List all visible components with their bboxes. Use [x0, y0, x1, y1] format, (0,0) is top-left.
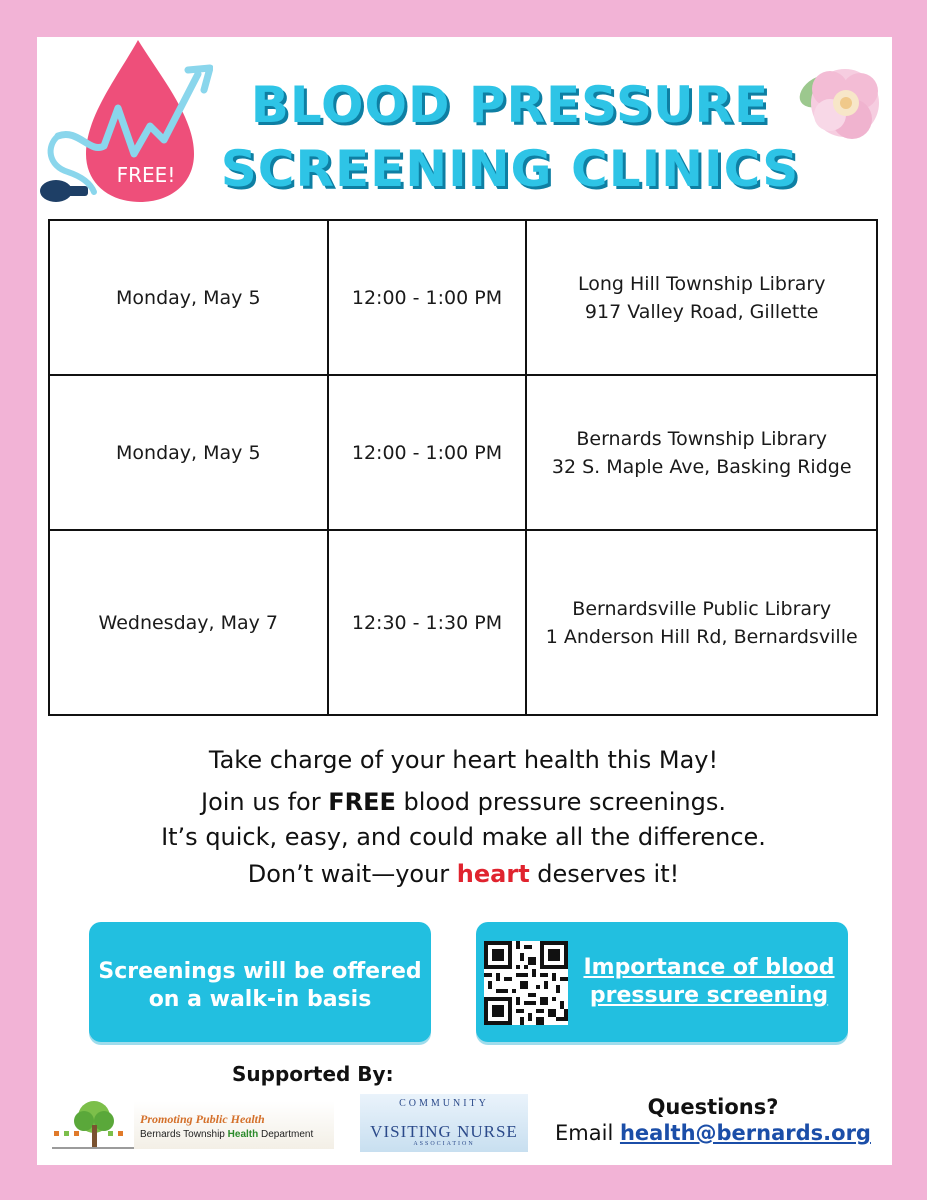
walk-in-banner: [89, 922, 431, 1042]
title-line-2: SCREENING CLINICS: [220, 140, 800, 198]
importance-link[interactable]: [574, 954, 844, 1010]
table-row: [49, 530, 877, 715]
message-line-3: It’s quick, easy, and could make all the difference.: [161, 823, 766, 851]
importance-link-line-1[interactable]: Importance of blood: [583, 955, 835, 980]
title-line-1: BLOOD PRESSURE: [250, 76, 770, 134]
logo-text: Department: [258, 1129, 314, 1140]
supported-by-label: Supported By:: [232, 1062, 394, 1086]
location-cell: [526, 220, 877, 375]
time-cell: 12:00 - 1:00 PM: [328, 220, 527, 375]
message-line-2: [60, 788, 867, 816]
contact-block: [548, 1094, 878, 1146]
walk-in-line-1: Screenings will be offered: [98, 959, 422, 984]
questions-heading: Questions?: [647, 1095, 779, 1119]
message-text: blood pressure screenings.: [395, 788, 726, 816]
blood-drop-icon: [38, 36, 213, 206]
qr-code-icon[interactable]: [484, 941, 568, 1025]
walk-in-text: [89, 958, 431, 1014]
email-line: [548, 1120, 878, 1146]
message-text: Join us for: [200, 788, 329, 816]
logo-text: Bernards Township: [140, 1129, 228, 1140]
logo-visiting-nurse-text: VISITING NURSE: [370, 1122, 518, 1141]
visiting-nurse-logo: [360, 1094, 528, 1152]
date-cell: Monday, May 5: [49, 375, 328, 530]
tree-logo-icon: [50, 1097, 135, 1152]
walk-in-line-2: on a walk-in basis: [148, 987, 372, 1012]
message-text: Don’t wait—your: [247, 860, 457, 888]
logo-association-text: ASSOCIATION: [413, 1141, 475, 1147]
free-emphasis: FREE: [328, 788, 396, 816]
date-cell: Wednesday, May 7: [49, 530, 328, 715]
table-row: [49, 375, 877, 530]
heart-emphasis: heart: [456, 860, 530, 888]
email-link[interactable]: health@bernards.org: [619, 1121, 871, 1145]
time-cell: 12:30 - 1:30 PM: [328, 530, 527, 715]
venue-address: 32 S. Maple Ave, Basking Ridge: [551, 455, 852, 478]
free-badge: FREE!: [116, 163, 176, 187]
date-cell: Monday, May 5: [49, 220, 328, 375]
email-label: Email: [555, 1121, 620, 1145]
venue-name: Bernardsville Public Library: [572, 597, 832, 620]
message-line-1: Take charge of your heart health this May!: [208, 746, 719, 774]
health-department-logo: [50, 1097, 340, 1152]
venue-name: Bernards Township Library: [576, 427, 828, 450]
table-row: [49, 220, 877, 375]
venue-address: 917 Valley Road, Gillette: [584, 300, 819, 323]
message-line-4: [60, 860, 867, 888]
schedule-table: [48, 219, 878, 716]
message-text: deserves it!: [529, 860, 680, 888]
location-cell: [526, 375, 877, 530]
importance-link-line-2[interactable]: pressure screening: [589, 983, 829, 1008]
venue-address: 1 Anderson Hill Rd, Bernardsville: [545, 625, 858, 648]
location-cell: [526, 530, 877, 715]
venue-name: Long Hill Township Library: [577, 272, 826, 295]
logo-tagline: Promoting Public Health: [140, 1112, 265, 1126]
logo-community-text: COMMUNITY: [399, 1098, 489, 1109]
logo-text-health: Health: [227, 1129, 259, 1140]
logo-department-name: [140, 1129, 313, 1140]
time-cell: 12:00 - 1:00 PM: [328, 375, 527, 530]
